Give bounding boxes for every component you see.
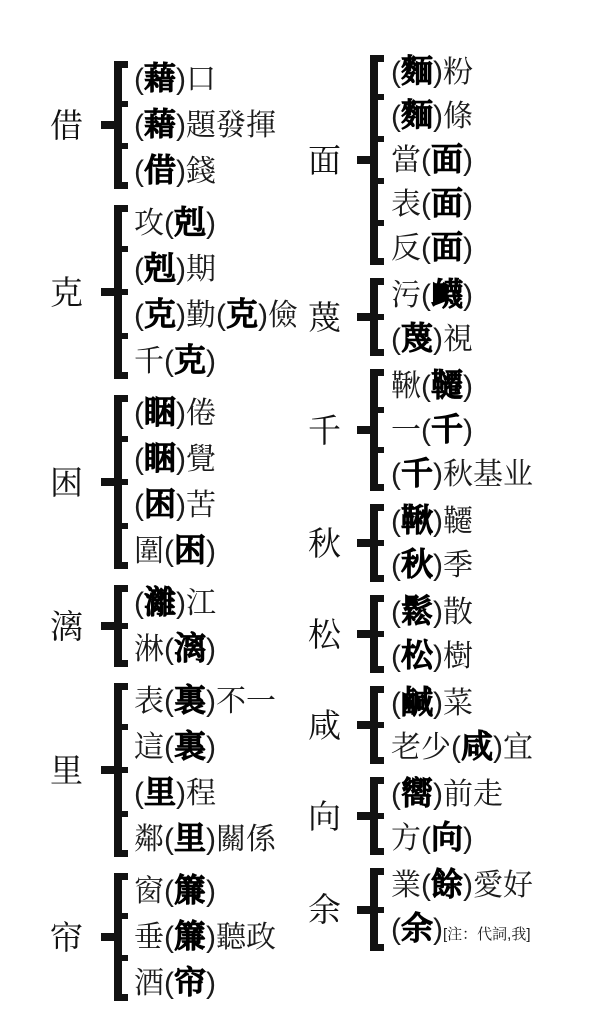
entry	[308, 772, 533, 860]
usage-list	[391, 364, 533, 496]
bracket-bottom-serif	[114, 372, 128, 379]
bracket-top-serif	[114, 205, 128, 212]
traditional-character: 里	[174, 820, 207, 856]
context-text: )口	[176, 63, 217, 96]
usage-item	[134, 580, 216, 626]
traditional-character: 剋	[174, 204, 207, 240]
traditional-character: 睏	[144, 440, 177, 476]
context-text: (	[134, 299, 144, 332]
usage-item	[134, 678, 276, 724]
usage-item	[391, 94, 473, 138]
context-text: (	[391, 640, 401, 673]
usage-item	[391, 273, 473, 317]
bracket-tick	[122, 811, 128, 817]
context-text: )粉	[433, 56, 474, 89]
context-text: 一(	[391, 414, 431, 447]
key-character: 千	[308, 411, 341, 449]
context-text: )	[206, 633, 217, 666]
bracket-tick	[122, 479, 128, 485]
context-text: )	[463, 279, 474, 312]
key-character: 蔑	[308, 298, 341, 336]
context-text: (	[134, 397, 144, 430]
usage-item	[391, 50, 473, 94]
bracket-top-serif	[114, 585, 128, 592]
context-text: (	[391, 56, 401, 89]
traditional-character: 藉	[144, 60, 177, 96]
context-text: )	[463, 370, 474, 403]
context-text: )	[206, 731, 217, 764]
context-text: )條	[433, 100, 474, 133]
context-text: )	[206, 535, 217, 568]
key-character: 咸	[308, 706, 341, 744]
entry	[308, 364, 533, 496]
traditional-character: 簾	[174, 918, 207, 954]
context-text: )散	[433, 596, 474, 629]
bracket-bottom-serif	[114, 562, 128, 569]
traditional-character: 克	[226, 296, 259, 332]
traditional-character: 裏	[174, 682, 207, 718]
bracket-bottom-serif	[370, 848, 384, 855]
traditional-character: 面	[431, 185, 464, 221]
usage-item	[134, 390, 216, 436]
context-text: (	[391, 100, 401, 133]
traditional-character: 克	[144, 296, 177, 332]
bracket-tick	[122, 724, 128, 730]
bracket-tick	[122, 523, 128, 529]
context-text: )	[206, 207, 217, 240]
context-text: 表(	[391, 188, 431, 221]
context-text: 鞦(	[391, 370, 431, 403]
bracket-icon	[114, 873, 122, 1001]
usage-item	[134, 148, 276, 194]
traditional-character: 簾	[174, 872, 207, 908]
usage-item	[391, 907, 533, 956]
context-text: )題發揮	[176, 109, 277, 142]
context-text: )韆	[433, 505, 474, 538]
usage-list	[391, 590, 473, 678]
bracket-bottom-serif	[370, 666, 384, 673]
context-text: (	[391, 596, 401, 629]
bracket-icon	[114, 61, 122, 189]
usage-list	[134, 580, 216, 672]
context-text: (	[391, 323, 401, 356]
context-text: )勤(	[176, 299, 226, 332]
bracket-tick	[122, 101, 128, 107]
bracket-tick	[378, 813, 384, 819]
bracket-top-serif	[370, 777, 384, 784]
bracket-left-tick	[357, 906, 370, 914]
usage-item	[134, 626, 216, 672]
usage-item	[391, 364, 533, 408]
bracket-icon	[370, 868, 378, 951]
usage-list	[391, 772, 503, 860]
usage-item	[391, 590, 473, 634]
context-text: 垂(	[134, 921, 174, 954]
bracket-tick	[378, 178, 384, 184]
bracket-tick	[122, 623, 128, 629]
entry	[50, 56, 298, 194]
bracket-bottom-serif	[370, 944, 384, 951]
traditional-character: 睏	[144, 394, 177, 430]
context-text: 污(	[391, 279, 431, 312]
bracket-bottom-serif	[114, 660, 128, 667]
context-text: (	[134, 253, 144, 286]
key-character: 借	[50, 106, 83, 144]
traditional-character: 衊	[431, 276, 464, 312]
usage-item	[391, 772, 503, 816]
bracket-left-tick	[101, 478, 114, 486]
usage-item	[134, 482, 216, 528]
usage-item	[391, 408, 533, 452]
traditional-character: 余	[401, 910, 434, 946]
context-text: 酒(	[134, 967, 174, 1000]
context-text: (	[391, 505, 401, 538]
usage-list	[134, 200, 298, 384]
traditional-character: 灕	[144, 584, 177, 620]
bracket-tick	[378, 540, 384, 546]
bracket-icon	[370, 278, 378, 356]
usage-item	[134, 436, 216, 482]
bracket-tick	[122, 289, 128, 295]
bracket-left-tick	[357, 156, 370, 164]
traditional-character: 面	[431, 229, 464, 265]
context-text: )錢	[176, 155, 217, 188]
bracket-top-serif	[370, 55, 384, 62]
context-text: 攻(	[134, 207, 174, 240]
bracket-tick	[378, 220, 384, 226]
usage-item	[134, 960, 276, 1006]
context-text: (	[391, 687, 401, 720]
bracket-top-serif	[114, 873, 128, 880]
context-text: (	[391, 549, 401, 582]
context-text: 方(	[391, 822, 431, 855]
bracket-tick	[378, 722, 384, 728]
context-text: (	[134, 443, 144, 476]
bracket-left-tick	[357, 812, 370, 820]
context-text: 這(	[134, 731, 174, 764]
traditional-character: 千	[431, 411, 464, 447]
context-text: 表(	[134, 685, 174, 718]
bracket-left-tick	[101, 288, 114, 296]
bracket-left-tick	[357, 426, 370, 434]
traditional-character: 麵	[401, 97, 434, 133]
bracket-tick	[378, 907, 384, 913]
bracket-top-serif	[370, 686, 384, 693]
bracket-left-tick	[357, 721, 370, 729]
key-character: 向	[308, 797, 341, 835]
bracket-top-serif	[114, 683, 128, 690]
traditional-character: 藉	[144, 106, 177, 142]
usage-list	[391, 863, 533, 956]
context-text: )	[433, 913, 444, 946]
traditional-character: 麵	[401, 53, 434, 89]
usage-item	[391, 499, 473, 543]
context-text: )前走	[433, 778, 504, 811]
usage-item	[134, 770, 276, 816]
left-column	[50, 56, 298, 1006]
entry	[308, 50, 533, 270]
usage-item	[134, 868, 276, 914]
bracket-top-serif	[370, 595, 384, 602]
usage-item	[391, 681, 533, 725]
context-text: (	[391, 458, 401, 491]
bracket-top-serif	[114, 395, 128, 402]
usage-item	[134, 246, 298, 292]
bracket-bottom-serif	[370, 484, 384, 491]
context-text: (	[134, 63, 144, 96]
entry	[50, 580, 298, 672]
usage-list	[134, 56, 276, 194]
traditional-character: 秋	[401, 546, 434, 582]
usage-item	[391, 816, 503, 860]
bracket-tick	[122, 333, 128, 339]
context-text: (	[134, 155, 144, 188]
bracket-left-tick	[357, 313, 370, 321]
context-text: )	[206, 875, 217, 908]
entry	[50, 200, 298, 384]
traditional-character: 蔑	[401, 320, 434, 356]
traditional-character: 帘	[174, 964, 207, 1000]
bracket-bottom-serif	[114, 850, 128, 857]
bracket-left-tick	[357, 630, 370, 638]
key-character: 里	[50, 751, 83, 789]
context-text: (	[391, 778, 401, 811]
traditional-character: 漓	[174, 630, 207, 666]
bracket-left-tick	[357, 539, 370, 547]
bracket-top-serif	[370, 868, 384, 875]
context-text: 當(	[391, 144, 431, 177]
key-character: 秋	[308, 524, 341, 562]
bracket-bottom-serif	[114, 182, 128, 189]
traditional-character: 里	[144, 774, 177, 810]
traditional-character: 裏	[174, 728, 207, 764]
traditional-character: 鹹	[401, 684, 434, 720]
context-text: )江	[176, 587, 217, 620]
traditional-character: 咸	[461, 728, 494, 764]
context-text: )儉	[258, 299, 299, 332]
bracket-bottom-serif	[370, 757, 384, 764]
usage-item	[134, 102, 276, 148]
context-text: )苦	[176, 489, 217, 522]
traditional-character: 困	[144, 486, 177, 522]
key-character: 松	[308, 615, 341, 653]
context-text: 鄰(	[134, 823, 174, 856]
context-text: )愛好	[463, 869, 534, 902]
bracket-tick	[122, 767, 128, 773]
bracket-tick	[122, 246, 128, 252]
usage-item	[134, 292, 298, 338]
usage-item	[391, 452, 533, 496]
key-character: 帘	[50, 918, 83, 956]
context-text: )菜	[433, 687, 474, 720]
usage-item	[391, 863, 533, 907]
context-text: )秋基业	[433, 458, 534, 491]
bracket-icon	[370, 777, 378, 855]
context-text: )倦	[176, 397, 217, 430]
traditional-character: 鬆	[401, 593, 434, 629]
usage-item	[391, 543, 473, 587]
context-text: (	[134, 109, 144, 142]
traditional-character: 鞦	[401, 502, 434, 538]
bracket-top-serif	[370, 369, 384, 376]
entry	[308, 590, 533, 678]
annotation-note: [注：代詞,我]	[443, 926, 531, 943]
usage-list	[134, 868, 276, 1006]
bracket-icon	[370, 595, 378, 673]
bracket-bottom-serif	[370, 575, 384, 582]
bracket-icon	[114, 683, 122, 857]
traditional-character: 餘	[431, 866, 464, 902]
context-text: 窗(	[134, 875, 174, 908]
usage-item	[134, 724, 276, 770]
usage-item	[134, 56, 276, 102]
context-text: )	[206, 345, 217, 378]
bracket-top-serif	[370, 278, 384, 285]
bracket-icon	[370, 504, 378, 582]
bracket-tick	[122, 436, 128, 442]
usage-item	[134, 338, 298, 384]
key-character: 困	[50, 463, 83, 501]
context-text: )	[463, 414, 474, 447]
context-text: )關係	[206, 823, 277, 856]
usage-list	[391, 681, 533, 769]
bracket-icon	[370, 55, 378, 265]
traditional-character: 借	[144, 152, 177, 188]
usage-item	[391, 725, 533, 769]
bracket-bottom-serif	[114, 994, 128, 1001]
context-text: 圍(	[134, 535, 174, 568]
key-character: 克	[50, 273, 83, 311]
usage-item	[134, 914, 276, 960]
bracket-left-tick	[101, 121, 114, 129]
context-text: )覺	[176, 443, 217, 476]
traditional-character: 向	[431, 819, 464, 855]
bracket-icon	[114, 395, 122, 569]
bracket-tick	[122, 955, 128, 961]
context-text: )	[206, 967, 217, 1000]
bracket-icon	[114, 205, 122, 379]
usage-list	[391, 50, 473, 270]
bracket-icon	[370, 686, 378, 764]
context-text: )季	[433, 549, 474, 582]
context-text: )	[463, 144, 474, 177]
usage-item	[134, 816, 276, 862]
bracket-top-serif	[370, 504, 384, 511]
bracket-tick	[378, 447, 384, 453]
bracket-tick	[378, 94, 384, 100]
usage-item	[134, 528, 216, 574]
entry	[308, 863, 533, 956]
usage-item	[134, 200, 298, 246]
context-text: )	[463, 822, 474, 855]
traditional-character: 千	[401, 455, 434, 491]
entry	[308, 681, 533, 769]
context-text: )	[463, 232, 474, 265]
usage-list	[134, 390, 216, 574]
traditional-character: 松	[401, 637, 434, 673]
bracket-tick	[122, 143, 128, 149]
bracket-left-tick	[101, 622, 114, 630]
bracket-icon	[114, 585, 122, 667]
traditional-character: 剋	[144, 250, 177, 286]
context-text: 反(	[391, 232, 431, 265]
bracket-tick	[378, 407, 384, 413]
traditional-character: 韆	[431, 367, 464, 403]
context-text: (	[134, 587, 144, 620]
context-text: )程	[176, 777, 217, 810]
context-text: )樹	[433, 640, 474, 673]
bracket-tick	[378, 631, 384, 637]
bracket-bottom-serif	[370, 258, 384, 265]
right-column	[308, 50, 533, 956]
bracket-left-tick	[101, 766, 114, 774]
usage-item	[391, 182, 473, 226]
context-text: )視	[433, 323, 474, 356]
bracket-tick	[378, 136, 384, 142]
bracket-bottom-serif	[370, 349, 384, 356]
context-text: (	[134, 489, 144, 522]
traditional-character: 困	[174, 532, 207, 568]
key-character: 面	[308, 141, 341, 179]
context-text: )	[463, 188, 474, 221]
bracket-tick	[378, 314, 384, 320]
usage-item	[391, 317, 473, 361]
entry	[308, 499, 533, 587]
usage-item	[391, 634, 473, 678]
bracket-top-serif	[114, 61, 128, 68]
entry	[50, 678, 298, 862]
key-character: 余	[308, 891, 341, 928]
context-text: )不一	[206, 685, 277, 718]
context-text: 淋(	[134, 633, 174, 666]
context-text: 老少(	[391, 731, 461, 764]
bracket-left-tick	[101, 933, 114, 941]
usage-list	[391, 499, 473, 587]
traditional-character: 面	[431, 141, 464, 177]
usage-list	[391, 273, 473, 361]
context-text: (	[134, 777, 144, 810]
entry	[50, 868, 298, 1006]
bracket-tick	[122, 913, 128, 919]
entry	[50, 390, 298, 574]
traditional-character: 克	[174, 342, 207, 378]
context-text: (	[391, 913, 401, 946]
traditional-character: 嚮	[401, 775, 434, 811]
context-text: 業(	[391, 869, 431, 902]
usage-item	[391, 138, 473, 182]
entry	[308, 273, 533, 361]
usage-item	[391, 226, 473, 270]
usage-list	[134, 678, 276, 862]
context-text: )宜	[493, 731, 534, 764]
context-text: )期	[176, 253, 217, 286]
context-text: 千(	[134, 345, 174, 378]
key-character: 漓	[50, 607, 83, 645]
bracket-icon	[370, 369, 378, 491]
context-text: )聽政	[206, 921, 277, 954]
